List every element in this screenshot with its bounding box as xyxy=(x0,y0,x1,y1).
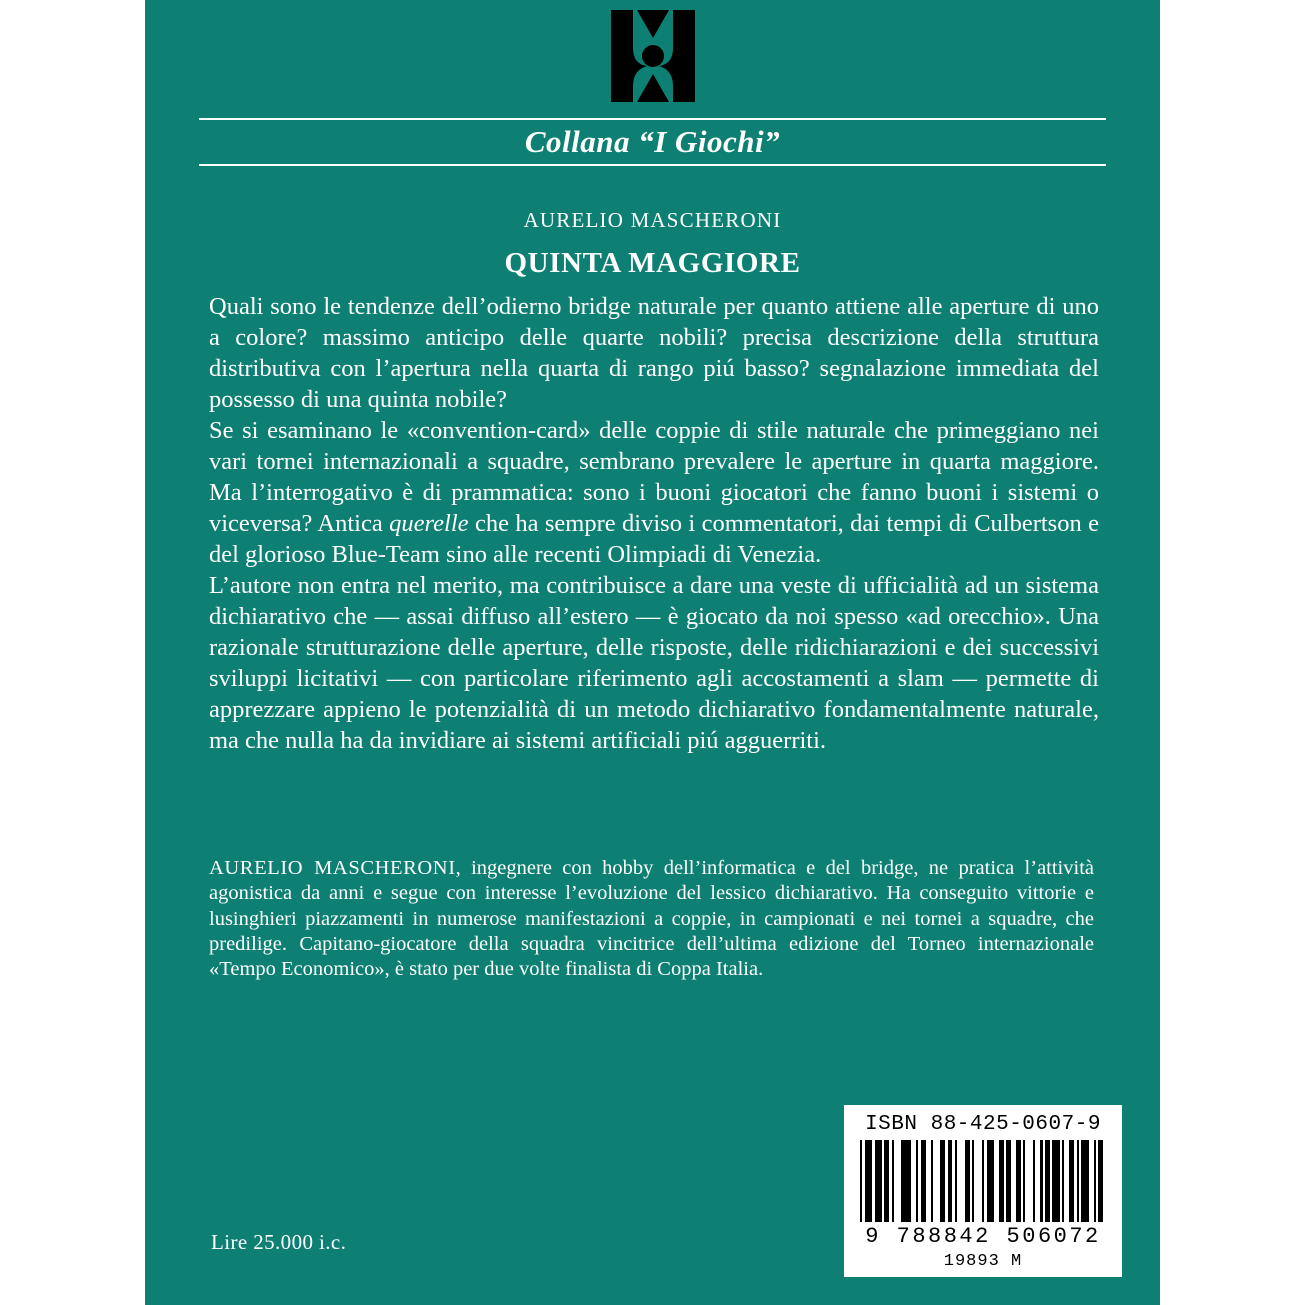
series-heading xyxy=(199,118,1106,166)
book-title: QUINTA MAGGIORE xyxy=(504,247,801,279)
barcode-bar xyxy=(974,1140,981,1222)
barcode-bar xyxy=(894,1140,901,1222)
blurb-paragraph-2-italic: querelle xyxy=(389,509,469,537)
barcode-bar xyxy=(1081,1140,1088,1222)
price-label: Lire 25.000 i.c. xyxy=(211,1230,347,1254)
blurb-paragraph-2-part-b: che ha sempre diviso i commentatori, dai tempi di Culbertson e del glorioso Blue-Team sino alle recenti Olimpiadi di Venezia. xyxy=(209,509,1099,568)
barcode-bar xyxy=(901,1140,911,1222)
author-bio xyxy=(209,856,1094,983)
series-rule-top xyxy=(199,118,1106,120)
author-bio-name: AURELIO MASCHERONI xyxy=(209,857,456,879)
barcode-bar xyxy=(957,1140,964,1222)
barcode-bar xyxy=(987,1140,994,1222)
book-back-cover xyxy=(145,0,1160,1305)
barcode-bars xyxy=(854,1140,1112,1222)
barcode-block xyxy=(844,1105,1122,1277)
barcode-bar xyxy=(1103,1140,1105,1222)
blurb-paragraph-1: Quali sono le tendenze dell’odierno bridge naturale per quanto attiene alle aperture di uno a colore? massimo anticipo delle quarte nobili? precisa descrizione della struttura distributiva con l’apertura nella quarta di rango piú basso? segnalazione immediata del possesso di una quinta nobile? xyxy=(209,293,1099,413)
barcode-bar xyxy=(875,1140,882,1222)
blurb-paragraph-2-part-a: Se si esaminano le «convention-card» delle coppie di stile naturale che primeggiano nei vari tornei internazionali a squadre, sembrano prevalere le aperture in quarta maggiore. Ma l’interrogativo è di prammatica: sono i buoni giocatori che fanno buoni i sistemi o viceversa? Antica xyxy=(209,416,1099,537)
barcode-bar xyxy=(865,1140,872,1222)
barcode-bar xyxy=(1025,1140,1032,1222)
author-name: AURELIO MASCHERONI xyxy=(523,208,782,232)
blurb-text xyxy=(209,292,1099,757)
series-title: Collana “I Giochi” xyxy=(524,124,781,159)
publisher-logo-mudu-icon xyxy=(603,8,703,104)
series-rule-bottom xyxy=(199,164,1106,166)
publisher-logo-container xyxy=(145,8,1160,104)
title-block xyxy=(199,208,1106,280)
isbn-text: ISBN 88-425-0607-9 xyxy=(865,1113,1101,1136)
blurb-paragraph-2 xyxy=(209,416,1099,571)
barcode-sub-code: 19893 M xyxy=(943,1252,1023,1271)
barcode-bar xyxy=(933,1140,940,1222)
barcode-digits: 9 788842 506072 xyxy=(865,1224,1101,1249)
author-bio-text: , ingegnere con hobby dell’informatica e del bridge, ne pratica l’attività agonistica da anni e segue con interesse l’evoluzione del lessico dichiarativo. Ha conseguito vittorie e lusinghieri piazzamenti in numerose manifestazioni a coppie, in campionati e nei tornei a squadre, che predilige. Capitano-giocatore della squadra vincitrice dell’ultima edizione del Torneo internazionale «Tempo Economico», è stato per due volte finalista di Coppa Italia. xyxy=(209,857,1094,981)
barcode-bar xyxy=(1052,1140,1059,1222)
blurb-paragraph-3: L’autore non entra nel merito, ma contribuisce a dare una veste di ufficialità ad un sistema dichiarativo che — assai diffuso all’estero — è giocato da noi spesso «ad orecchio». Una razionale strutturazione delle aperture, delle risposte, delle ridichiarazioni e dei successivi sviluppi licitativi — con particolare riferimento agli accostamenti a slam — permette di apprezzare appieno le potenzialità di un metodo dichiarativo fondamentalmente naturale, ma che nulla ha da invidiare ai sistemi artificiali piú agguerriti. xyxy=(209,571,1099,754)
